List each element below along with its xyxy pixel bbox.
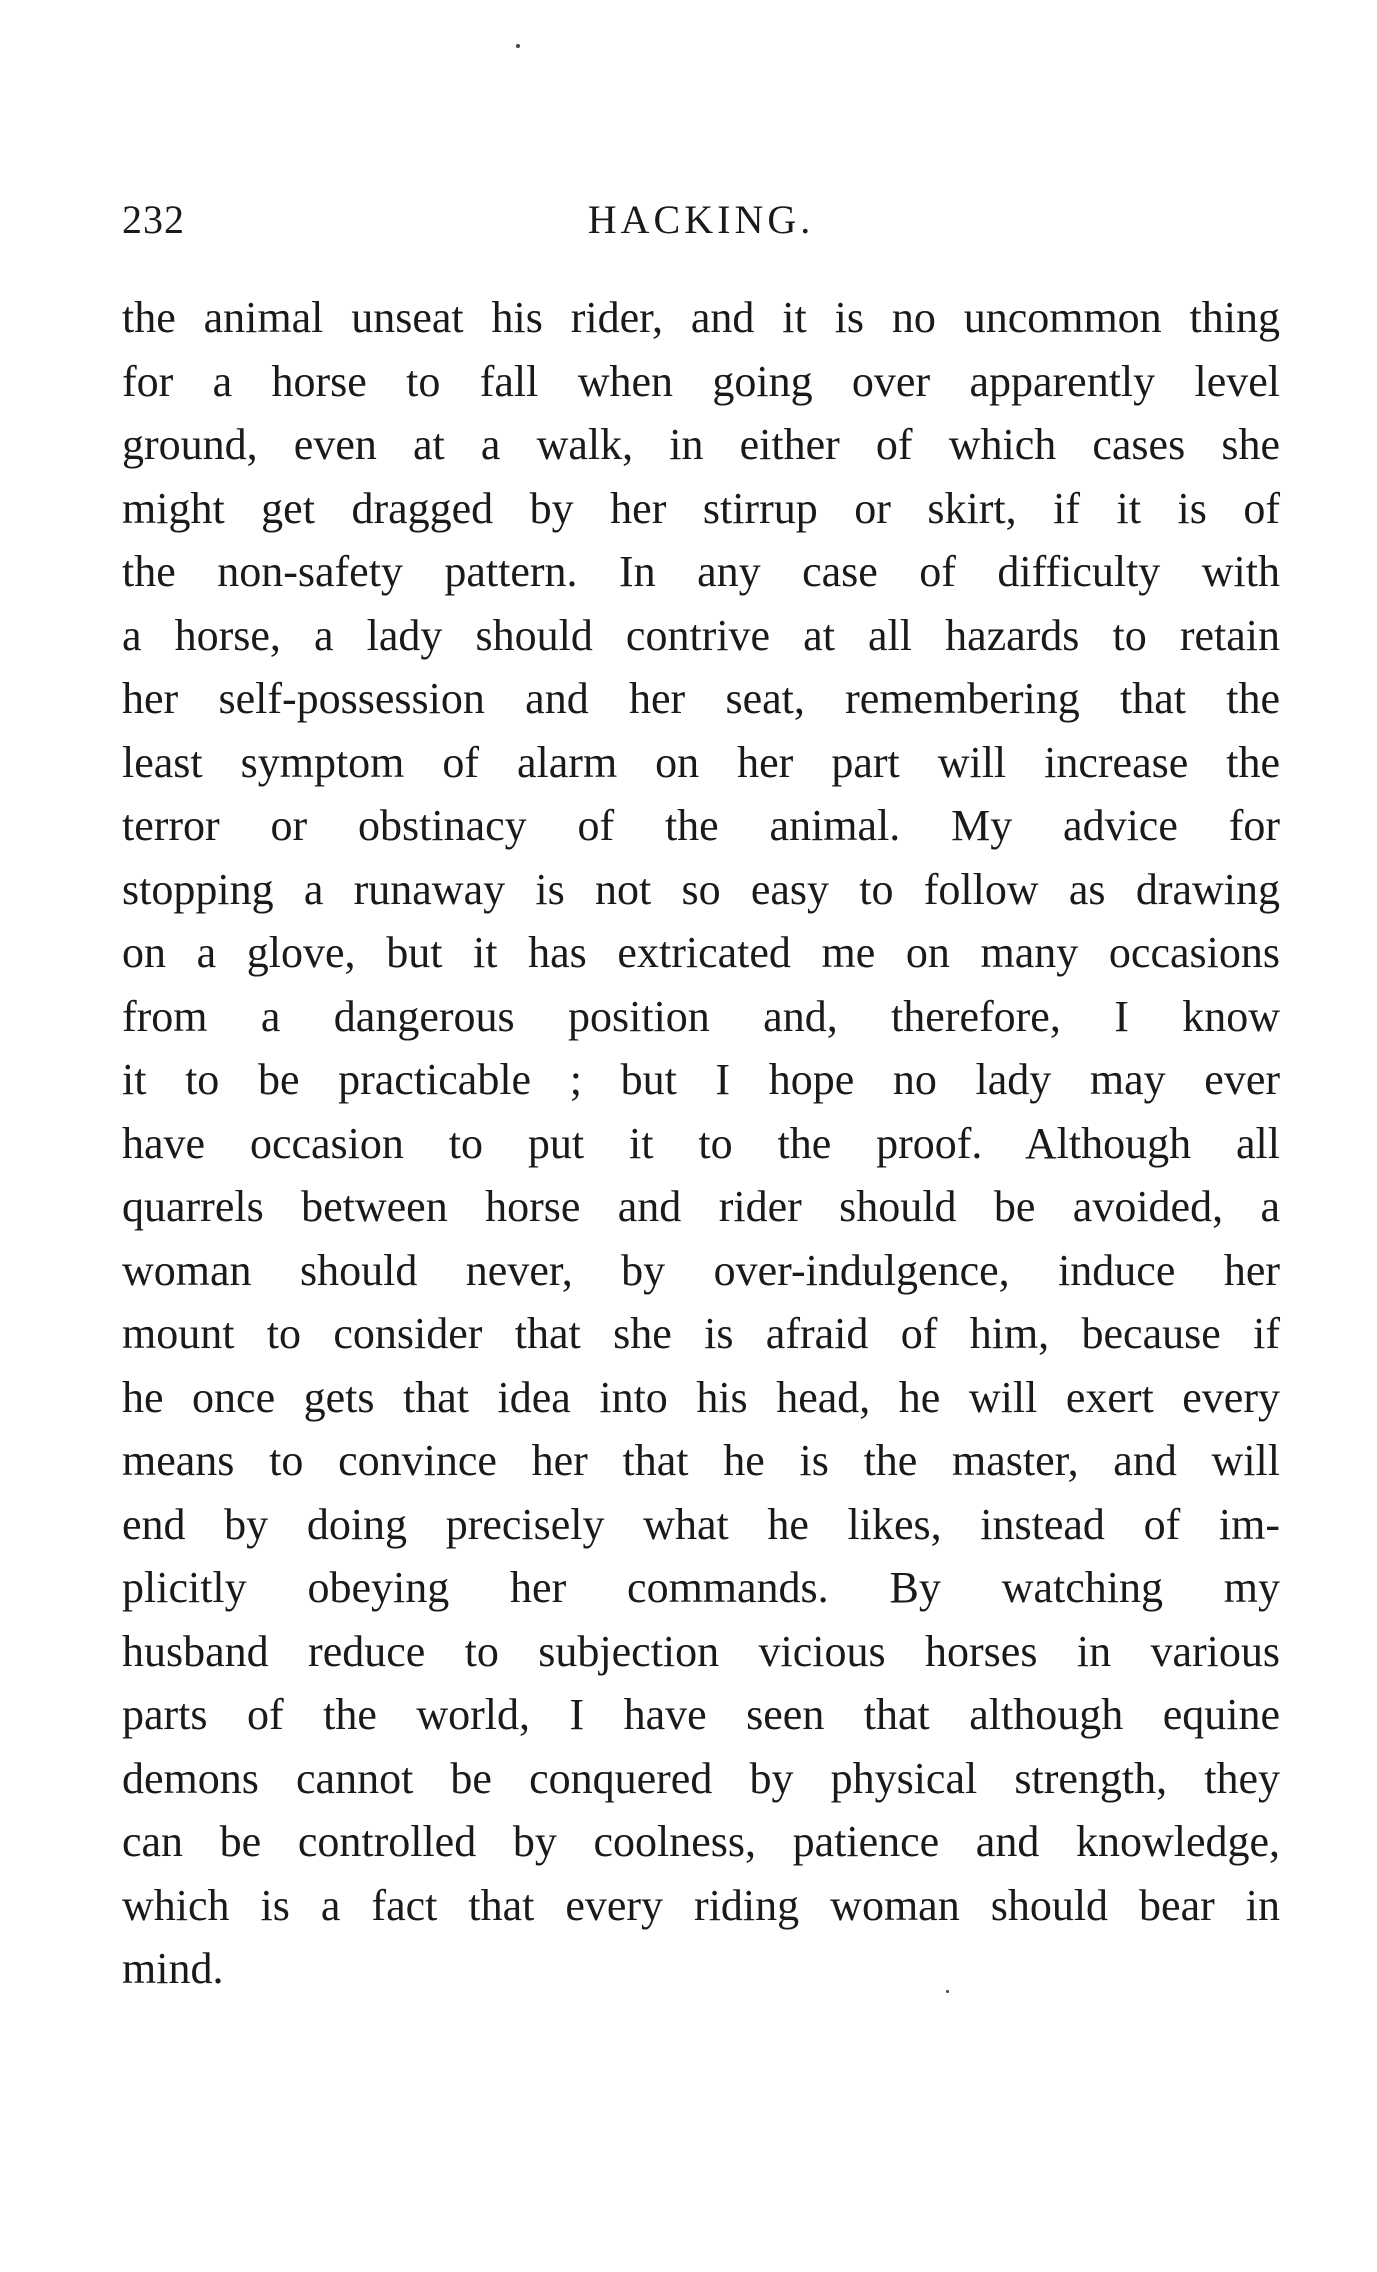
text-line: he once gets that idea into his head, he will exert every [122,1372,1280,1422]
text-line: a horse, a lady should contrive at all hazards to retain [122,610,1280,660]
text-line: terror or obstinacy of the animal. My advice for [122,801,1280,850]
text-line: the non-safety pattern. In any case of difficulty with [122,547,1280,596]
running-head: HACKING. [587,197,815,242]
text-line: the animal unseat his rider, and it is no uncommon thing [122,293,1280,342]
text-line: stopping a runaway is not so easy to follow as drawing [122,864,1280,914]
text-line: her self-possession and her seat, remembering that the [122,674,1280,723]
page-header [122,196,1280,256]
text-line: mount to consider that she is afraid of him, because if [122,1309,1280,1358]
text-line: plicitly obeying her commands. By watching my [122,1563,1280,1612]
text-line: woman should never, by over-indulgence, induce her [122,1245,1280,1295]
text-line: least symptom of alarm on her part will increase the [122,737,1280,787]
text-line: parts of the world, I have seen that although equine [122,1690,1280,1739]
text-line: which is a fact that every riding woman should bear in [122,1880,1280,1930]
text-line: husband reduce to subjection vicious horses in various [122,1626,1280,1676]
text-line: quarrels between horse and rider should be avoided, a [122,1182,1280,1231]
text-line: from a dangerous position and, therefore, I know [122,991,1280,1041]
text-line: can be controlled by coolness, patience and knowledge, [122,1817,1280,1866]
text-line: demons cannot be conquered by physical strength, they [122,1753,1280,1803]
body-text [122,286,1280,2001]
text-line: it to be practicable ; but I hope no lady may ever [122,1055,1280,1104]
text-line: means to convince her that he is the master, and will [122,1436,1280,1485]
text-line: have occasion to put it to the proof. Although all [122,1118,1280,1168]
text-line: might get dragged by her stirrup or skirt, if it is of [122,483,1280,533]
print-speck [516,44,520,48]
text-line: end by doing precisely what he likes, instead of im- [122,1499,1280,1549]
text-line: mind. [122,1944,224,1993]
text-line: for a horse to fall when going over apparently level [122,356,1280,406]
page-number: 232 [122,197,185,242]
text-line: ground, even at a walk, in either of which cases she [122,420,1280,469]
text-line: on a glove, but it has extricated me on many occasions [122,928,1280,977]
